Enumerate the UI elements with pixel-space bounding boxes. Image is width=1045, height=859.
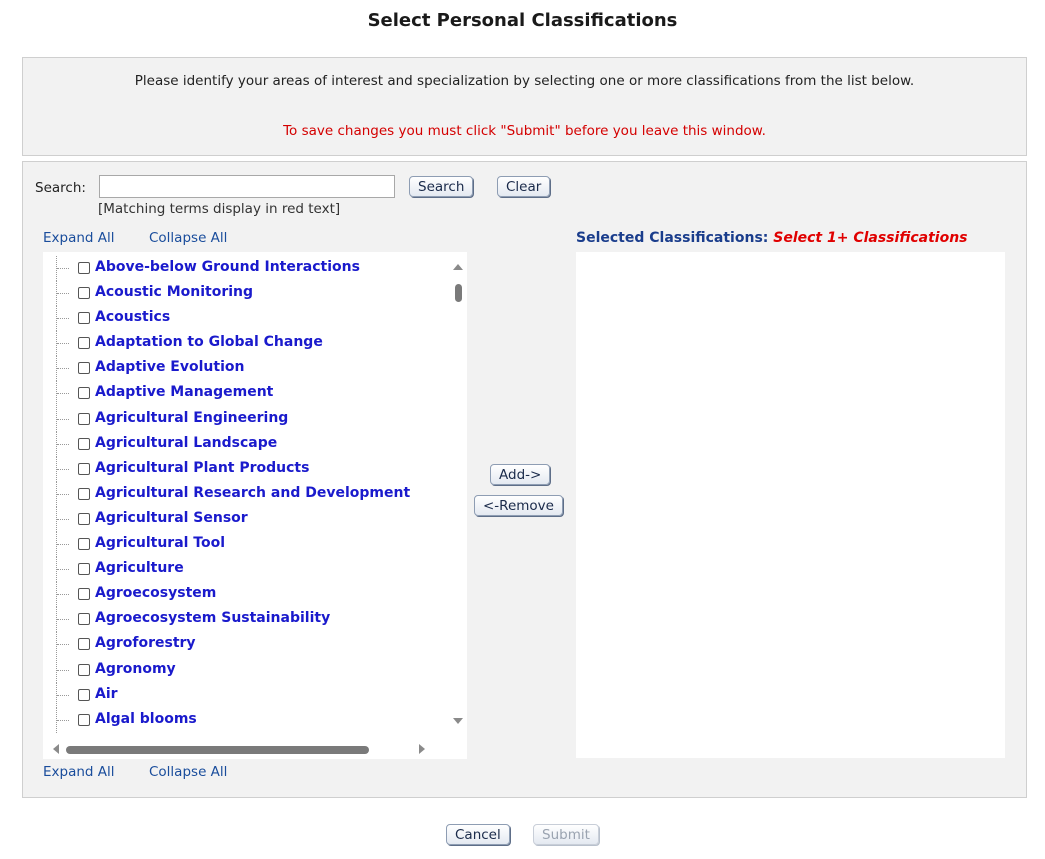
classification-checkbox[interactable]: [78, 362, 90, 374]
horizontal-scroll-thumb[interactable]: [66, 746, 369, 754]
classification-checkbox[interactable]: [78, 463, 90, 475]
scroll-left-arrow-icon[interactable]: [53, 744, 59, 754]
classification-item[interactable]: [43, 306, 448, 331]
cancel-button[interactable]: Cancel: [446, 824, 510, 845]
tree-connector: [56, 407, 71, 432]
tree-connector: [56, 306, 71, 331]
classification-label[interactable]: Algal blooms: [95, 710, 197, 727]
classification-item[interactable]: [43, 532, 448, 557]
classification-checkbox[interactable]: [78, 438, 90, 450]
tree-connector: [56, 658, 71, 683]
search-button[interactable]: Search: [409, 176, 473, 197]
clear-button[interactable]: Clear: [497, 176, 550, 197]
instructions-panel: [22, 57, 1027, 156]
classification-item[interactable]: [43, 632, 448, 657]
classification-item[interactable]: [43, 281, 448, 306]
tree-horizontal-scrollbar[interactable]: [53, 743, 431, 755]
classification-checkbox[interactable]: [78, 312, 90, 324]
tree-connector: [56, 356, 71, 381]
classification-checkbox[interactable]: [78, 287, 90, 299]
classification-item[interactable]: [43, 658, 448, 683]
classification-checkbox[interactable]: [78, 714, 90, 726]
page-title: Select Personal Classifications: [367, 10, 678, 31]
vertical-scroll-thumb[interactable]: [455, 284, 462, 302]
tree-connector: [56, 582, 71, 607]
classification-item[interactable]: [43, 708, 448, 733]
classification-checkbox[interactable]: [78, 588, 90, 600]
classification-checkbox[interactable]: [78, 488, 90, 500]
classification-checkbox[interactable]: [78, 413, 90, 425]
classification-label[interactable]: Agronomy: [95, 660, 176, 677]
tree-connector: [56, 281, 71, 306]
classification-label[interactable]: Adaptation to Global Change: [95, 334, 323, 351]
classification-checkbox[interactable]: [78, 387, 90, 399]
tree-connector: [56, 381, 71, 406]
classification-label[interactable]: Air: [95, 685, 118, 702]
classification-item[interactable]: [43, 457, 448, 482]
selected-classifications-header: [576, 230, 968, 246]
classification-checkbox[interactable]: [78, 513, 90, 525]
classification-list: [43, 256, 448, 733]
scroll-down-arrow-icon[interactable]: [453, 718, 463, 724]
tree-connector: [56, 482, 71, 507]
tree-connector: [56, 256, 71, 281]
search-hint: [Matching terms display in red text]: [98, 201, 341, 217]
classification-label[interactable]: Agroecosystem: [95, 585, 217, 602]
submit-warning-text: To save changes you must click "Submit" before you leave this window.: [283, 123, 766, 139]
classification-checkbox[interactable]: [78, 689, 90, 701]
classification-item[interactable]: [43, 432, 448, 457]
classification-label[interactable]: Agricultural Landscape: [95, 434, 278, 451]
classification-checkbox[interactable]: [78, 337, 90, 349]
tree-connector: [56, 557, 71, 582]
classification-item[interactable]: [43, 507, 448, 532]
remove-button[interactable]: <-Remove: [474, 495, 563, 516]
add-button[interactable]: Add->: [490, 464, 550, 485]
classification-item[interactable]: [43, 557, 448, 582]
classification-item[interactable]: [43, 607, 448, 632]
classification-checkbox[interactable]: [78, 538, 90, 550]
collapse-all-link-bottom[interactable]: Collapse All: [149, 764, 228, 780]
scroll-up-arrow-icon[interactable]: [453, 264, 463, 270]
classification-item[interactable]: [43, 582, 448, 607]
tree-connector: [56, 507, 71, 532]
selected-classifications-title: Selected Classifications:: [576, 230, 769, 246]
selected-classifications-list[interactable]: [576, 252, 1005, 758]
classification-label[interactable]: Above-below Ground Interactions: [95, 259, 360, 275]
expand-all-link-top[interactable]: Expand All: [43, 230, 115, 246]
selected-classifications-hint: Select 1+ Classifications: [773, 230, 968, 246]
classification-label[interactable]: Agroecosystem Sustainability: [95, 610, 331, 627]
instructions-text: Please identify your areas of interest and specialization by selecting one or more classifications from the list below.: [134, 73, 915, 89]
submit-button[interactable]: Submit: [533, 824, 599, 845]
tree-connector: [56, 432, 71, 457]
tree-connector: [56, 457, 71, 482]
tree-connector: [56, 331, 71, 356]
classification-checkbox[interactable]: [78, 638, 90, 650]
search-input[interactable]: [99, 175, 395, 198]
expand-all-link-bottom[interactable]: Expand All: [43, 764, 115, 780]
classification-item[interactable]: [43, 256, 448, 281]
classification-label[interactable]: Adaptive Evolution: [95, 359, 245, 376]
classification-label[interactable]: Agriculture: [95, 560, 184, 577]
classification-item[interactable]: [43, 356, 448, 381]
tree-connector: [56, 532, 71, 557]
classification-label[interactable]: Acoustic Monitoring: [95, 284, 254, 301]
classification-item[interactable]: [43, 407, 448, 432]
classification-label[interactable]: Agricultural Sensor: [95, 509, 248, 526]
classification-label[interactable]: Adaptive Management: [95, 384, 274, 401]
tree-connector: [56, 683, 71, 708]
tree-connector: [56, 632, 71, 657]
tree-vertical-scrollbar[interactable]: [452, 262, 464, 732]
classification-label[interactable]: Agricultural Plant Products: [95, 459, 310, 476]
classification-label[interactable]: Agricultural Engineering: [95, 409, 289, 426]
classification-label[interactable]: Acoustics: [95, 309, 171, 326]
search-label: Search:: [35, 180, 86, 196]
classification-checkbox[interactable]: [78, 664, 90, 676]
classification-label[interactable]: Agricultural Research and Development: [95, 484, 411, 501]
classification-checkbox[interactable]: [78, 262, 90, 274]
classification-item[interactable]: [43, 683, 448, 708]
classification-checkbox[interactable]: [78, 563, 90, 575]
classification-label[interactable]: Agroforestry: [95, 635, 196, 652]
collapse-all-link-top[interactable]: Collapse All: [149, 230, 228, 246]
classification-panel: [22, 161, 1027, 798]
classification-item[interactable]: [43, 381, 448, 406]
classification-tree[interactable]: [43, 252, 467, 759]
classification-checkbox[interactable]: [78, 613, 90, 625]
classification-item[interactable]: [43, 331, 448, 356]
scroll-right-arrow-icon[interactable]: [419, 744, 425, 754]
classification-item[interactable]: [43, 482, 448, 507]
tree-connector: [56, 607, 71, 632]
classification-label[interactable]: Agricultural Tool: [95, 535, 226, 552]
tree-connector: [56, 708, 71, 733]
